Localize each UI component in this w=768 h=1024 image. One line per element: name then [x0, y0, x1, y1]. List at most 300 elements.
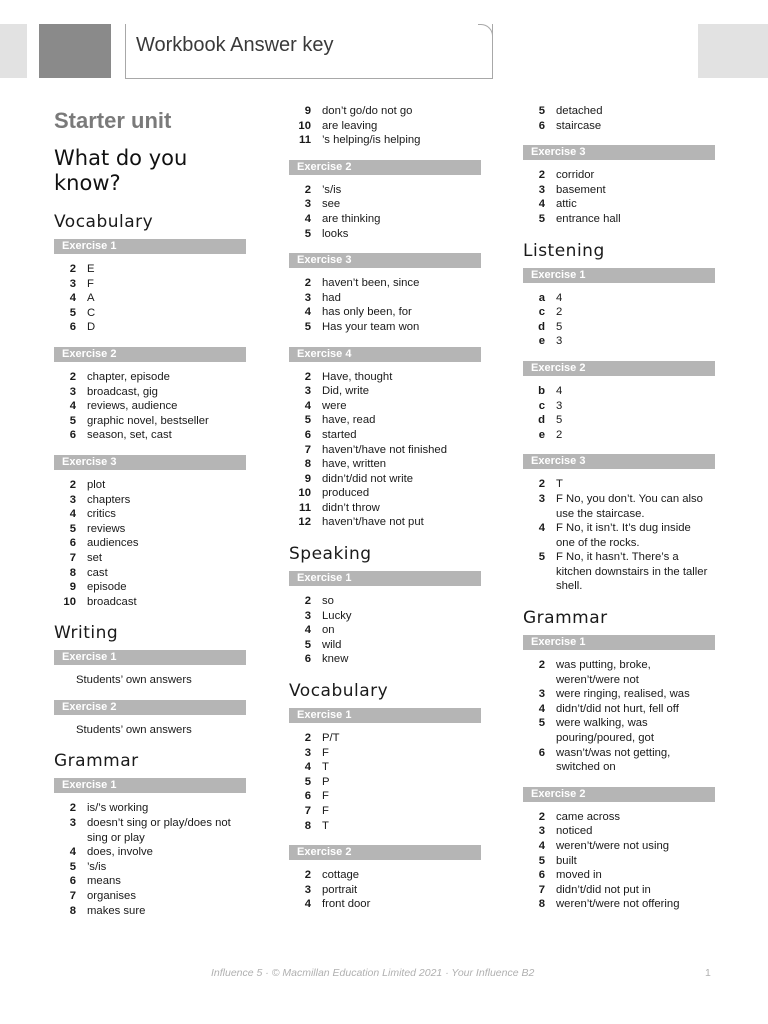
answer-row [523, 104, 715, 119]
answer-text: Lucky [322, 609, 352, 622]
answer-text: chapter, episode [87, 370, 170, 383]
answer-text: graphic novel, bestseller [87, 414, 209, 427]
answer-row [289, 746, 481, 761]
exercise-label: Exercise 2 [289, 160, 481, 175]
answer-number: 2 [538, 659, 545, 672]
answer-number: 4 [69, 508, 76, 521]
answer-row [54, 831, 246, 846]
section-heading: Vocabulary [54, 212, 154, 232]
answer-row [54, 551, 246, 566]
section-heading: Grammar [54, 751, 139, 772]
answer-number: 3 [69, 277, 76, 290]
answer-number: 7 [538, 883, 545, 896]
answer-number: 6 [538, 746, 545, 759]
answer-row [523, 716, 715, 731]
answer-row [54, 291, 246, 306]
answer-text: attic [556, 198, 577, 211]
answer-number: 5 [538, 212, 545, 225]
answer-row [54, 414, 246, 429]
answer-text: P [322, 775, 330, 788]
answer-row [54, 507, 246, 522]
section-heading: Grammar [523, 608, 608, 629]
answer-number: 4 [69, 292, 76, 305]
answer-text: F No, it isn’t. It’s dug inside [556, 522, 691, 535]
answer-row [289, 760, 481, 775]
answer-row [54, 536, 246, 551]
answer-row [523, 305, 715, 320]
answer-number: 4 [304, 212, 311, 225]
answer-text: haven’t/have not put [322, 516, 424, 529]
answer-text: critics [87, 508, 116, 521]
answer-number: 6 [69, 537, 76, 550]
answer-number: 5 [304, 775, 311, 788]
answer-row [523, 492, 715, 507]
answer-number: 9 [304, 472, 311, 485]
answer-text: T [322, 819, 329, 832]
answer-number: 11 [299, 134, 311, 147]
exercise-section [289, 104, 481, 148]
exercise-label: Exercise 4 [289, 347, 481, 362]
answer-text: are thinking [322, 212, 381, 225]
exercise-label: Exercise 1 [289, 708, 481, 723]
answer-number: 2 [304, 595, 311, 608]
answer-number: 3 [304, 291, 311, 304]
answer-text: basement [556, 183, 606, 196]
answer-number: 2 [69, 802, 76, 815]
answer-text: kitchen downstairs in the taller [556, 565, 708, 578]
answer-number: 2 [304, 370, 311, 383]
answer-number: 10 [298, 119, 311, 132]
answer-number: b [538, 384, 545, 397]
answer-row [523, 384, 715, 399]
header-title-box [125, 24, 493, 79]
answer-number [523, 507, 545, 522]
answer-number: 2 [304, 869, 311, 882]
answer-row [523, 507, 715, 522]
answer-text: staircase [556, 119, 602, 132]
answer-number: 5 [69, 414, 76, 427]
answer-text: organises [87, 890, 136, 903]
answer-number: 2 [304, 277, 311, 290]
exercise-section [54, 700, 246, 738]
answer-number: 5 [69, 860, 76, 873]
answer-text: makes sure [87, 904, 146, 917]
answer-row [523, 119, 715, 134]
answer-number: 3 [304, 609, 311, 622]
exercise-section [289, 571, 481, 667]
answer-text: built [556, 854, 577, 867]
answer-text: pouring/poured, got [556, 732, 654, 745]
answer-number: 3 [69, 817, 76, 830]
answer-text: F [87, 277, 94, 290]
answer-text: 4 [556, 291, 563, 304]
answer-text: ’s helping/is helping [322, 134, 421, 147]
answer-row [289, 804, 481, 819]
answer-text: F [322, 805, 329, 817]
answer-text: was putting, broke, [556, 659, 651, 672]
answer-number: 2 [304, 732, 311, 745]
exercise-label: Exercise 3 [523, 145, 715, 160]
answer-row [54, 845, 246, 860]
answer-number: 6 [69, 875, 76, 888]
answer-text: detached [556, 105, 603, 117]
answer-row [289, 104, 481, 119]
answer-row [523, 883, 715, 898]
exercise-section [289, 347, 481, 531]
answer-number: 4 [304, 898, 311, 911]
answer-row [289, 819, 481, 834]
answer-number: 8 [538, 898, 545, 911]
answer-row [289, 276, 481, 291]
answer-text: noticed [556, 825, 593, 838]
answer-text: 3 [556, 335, 563, 348]
answer-row [289, 594, 481, 609]
answer-text: audiences [87, 537, 139, 550]
answer-text: F [322, 790, 329, 803]
answer-text: wasn’t/was not getting, [556, 746, 671, 759]
answer-text: is/’s working [87, 802, 149, 815]
answer-text: broadcast [87, 595, 137, 608]
answer-number: 5 [304, 227, 311, 240]
answer-row [523, 746, 715, 761]
answer-row [523, 673, 715, 688]
answer-number [523, 536, 545, 551]
answer-row [289, 428, 481, 443]
answer-row [289, 399, 481, 414]
exercise-section [523, 145, 715, 226]
exercise-label: Exercise 2 [54, 347, 246, 362]
exercise-section [54, 239, 246, 335]
answer-row [523, 550, 715, 565]
answer-row [54, 801, 246, 816]
exercise-section [289, 708, 481, 833]
exercise-label: Exercise 3 [54, 455, 246, 470]
answer-text: didn’t throw [322, 501, 380, 514]
answer-row [523, 521, 715, 536]
answer-number: 6 [304, 428, 311, 441]
answer-row [289, 638, 481, 653]
answer-text: 4 [556, 384, 563, 397]
answer-number: 4 [69, 846, 76, 859]
answer-text: have, read [322, 414, 376, 427]
answer-text: came across [556, 810, 621, 823]
header-tab-left [0, 24, 27, 78]
answer-text: use the staircase. [556, 507, 645, 520]
header-tab-right [698, 24, 768, 78]
answer-number: 6 [538, 869, 545, 882]
answer-text: 2 [556, 306, 563, 319]
answer-text: cast [87, 566, 108, 579]
answer-number: 2 [69, 478, 76, 491]
answer-number: 5 [304, 638, 311, 651]
header-tab-dark [39, 24, 111, 78]
answer-number [54, 831, 76, 846]
answer-number: 6 [304, 653, 311, 666]
answer-row [523, 477, 715, 492]
answer-row [54, 816, 246, 831]
answer-text: Students’ own answers [76, 723, 192, 736]
answer-row [289, 883, 481, 898]
answer-row [289, 501, 481, 516]
answer-row [523, 428, 715, 443]
answer-number: 11 [299, 501, 311, 514]
answer-row [289, 789, 481, 804]
footer-credit: Influence 5 · © Macmillan Education Limited 2021 · Your Influence B2 [211, 967, 535, 979]
answer-text: C [87, 306, 96, 319]
answer-number: 9 [304, 105, 311, 117]
answer-text: are leaving [322, 119, 378, 132]
answer-row [289, 384, 481, 399]
answer-row [523, 687, 715, 702]
answer-number: 3 [304, 385, 311, 398]
answer-number: 4 [304, 399, 311, 412]
answer-text: 5 [556, 414, 563, 427]
answer-text: front door [322, 898, 371, 911]
answer-number: 7 [304, 805, 311, 817]
answer-text: 3 [556, 399, 563, 412]
answer-number: 4 [69, 400, 76, 413]
answer-number: e [538, 335, 545, 348]
answer-number: 5 [538, 551, 545, 564]
exercise-label: Exercise 1 [54, 239, 246, 254]
answer-row [289, 305, 481, 320]
answer-row [289, 227, 481, 242]
exercise-section [54, 455, 246, 609]
column-1 [54, 104, 246, 930]
answer-number: 5 [69, 306, 76, 319]
answer-row [523, 320, 715, 335]
answer-number: 3 [538, 183, 545, 196]
exercise-label: Exercise 3 [289, 253, 481, 268]
answer-row [289, 119, 481, 134]
answer-text: haven’t/have not finished [322, 443, 447, 456]
answer-number [523, 731, 545, 746]
answer-text: F No, it hasn’t. There’s a [556, 551, 679, 564]
exercise-section [523, 104, 715, 133]
answer-text: moved in [556, 869, 602, 882]
answer-number: 6 [69, 429, 76, 442]
answer-row [54, 478, 246, 493]
answer-row [289, 443, 481, 458]
answer-text: weren’t/were not using [556, 840, 670, 852]
answer-text: didn’t/did not write [322, 472, 414, 485]
answer-row [54, 306, 246, 321]
answer-text: produced [322, 487, 370, 500]
answer-number: 5 [69, 522, 76, 535]
answer-number [523, 760, 545, 775]
answer-number: 2 [69, 370, 76, 383]
exercise-label: Exercise 2 [289, 845, 481, 860]
answer-row [523, 702, 715, 717]
answer-row [54, 493, 246, 508]
answer-text: were walking, was [556, 717, 648, 730]
column-2 [289, 104, 481, 924]
answer-row [523, 168, 715, 183]
answer-text: reviews, audience [87, 400, 178, 413]
answer-row [289, 868, 481, 883]
answer-number [523, 673, 545, 688]
answer-row [523, 291, 715, 306]
answer-number: 2 [304, 183, 311, 196]
answer-row [523, 579, 715, 594]
answer-row [523, 183, 715, 198]
answer-row [523, 824, 715, 839]
answer-number: 2 [538, 810, 545, 823]
unit-subtitle-line: What do you [54, 146, 188, 170]
answer-text: switched on [556, 761, 616, 774]
answer-row [54, 904, 246, 919]
answer-text: have, written [322, 458, 387, 471]
answer-number: 3 [304, 746, 311, 759]
answer-row [289, 652, 481, 667]
answer-number: 4 [538, 522, 545, 535]
answer-text: reviews [87, 522, 126, 535]
answer-text: were [322, 399, 347, 412]
answer-row [289, 197, 481, 212]
answer-text: D [87, 321, 96, 334]
answer-row [289, 623, 481, 638]
answer-text: ’s/is [87, 860, 107, 873]
answer-row [54, 889, 246, 904]
answer-row [523, 334, 715, 349]
answer-text: F No, you don’t. You can also [556, 492, 703, 505]
answer-text: looks [322, 227, 349, 240]
exercise-label: Exercise 3 [523, 454, 715, 469]
answer-number: c [538, 399, 545, 412]
answer-text: cottage [322, 869, 360, 882]
answer-row [54, 320, 246, 335]
answer-text: 5 [556, 320, 563, 333]
answer-number: 5 [538, 105, 545, 117]
answer-text: means [87, 875, 121, 888]
answer-text: don’t go/do not go [322, 105, 413, 117]
answer-row [289, 731, 481, 746]
answer-number: 10 [298, 487, 311, 500]
answer-number: 4 [304, 761, 311, 774]
answer-number: 4 [538, 198, 545, 211]
answer-row [289, 457, 481, 472]
answer-row [289, 413, 481, 428]
answer-number: 2 [538, 169, 545, 182]
answer-row [523, 839, 715, 854]
answer-text: 2 [556, 428, 563, 441]
answer-number: 4 [304, 306, 311, 319]
answer-number: 6 [538, 119, 545, 132]
answer-row [523, 810, 715, 825]
exercise-label: Exercise 2 [523, 787, 715, 802]
answer-text: doesn’t sing or play/does not [87, 817, 231, 830]
answer-number: 8 [304, 458, 311, 471]
answer-text: has only been, for [322, 306, 412, 319]
answer-text: episode [87, 581, 127, 594]
exercise-section [523, 635, 715, 775]
exercise-label: Exercise 1 [523, 268, 715, 283]
answer-row [523, 399, 715, 414]
answer-text: Did, write [322, 385, 370, 398]
answer-number: 2 [538, 478, 545, 491]
answer-text: set [87, 551, 103, 564]
answer-text: so [322, 595, 334, 608]
answer-text: on [322, 624, 335, 637]
answer-row [523, 731, 715, 746]
answer-row [523, 897, 715, 912]
answer-text: entrance hall [556, 212, 621, 225]
column-1-sections [54, 212, 246, 918]
answer-text: season, set, cast [87, 429, 172, 442]
answer-number: 12 [298, 516, 311, 529]
answer-number: a [538, 291, 545, 304]
answer-row [54, 522, 246, 537]
section-heading: Vocabulary [289, 681, 389, 702]
answer-row [289, 212, 481, 227]
exercise-section [54, 650, 246, 688]
answer-text: weren’t/were not [556, 673, 639, 686]
answer-number: 8 [69, 904, 76, 917]
answer-text: Students’ own answers [76, 674, 192, 687]
answer-row [289, 320, 481, 335]
answer-number: c [538, 306, 545, 319]
unit-subtitle [54, 146, 246, 196]
answer-text: started [322, 428, 357, 441]
exercise-label: Exercise 1 [54, 650, 246, 665]
answer-text: A [87, 292, 95, 305]
answer-text: T [556, 478, 563, 491]
answer-number: 3 [538, 825, 545, 838]
answer-row [289, 486, 481, 501]
answer-row [523, 658, 715, 673]
answer-row [289, 183, 481, 198]
answer-text: knew [322, 653, 349, 666]
answer-row [54, 566, 246, 581]
answer-row [54, 428, 246, 443]
answer-row [54, 385, 246, 400]
answer-text: corridor [556, 169, 595, 182]
answer-text: shell. [556, 580, 583, 593]
answer-number: 4 [538, 702, 545, 715]
answer-number: 5 [304, 320, 311, 333]
exercise-section [289, 845, 481, 912]
answer-number: 3 [304, 198, 311, 211]
answer-row [523, 854, 715, 869]
answer-row [54, 262, 246, 277]
answer-row [54, 580, 246, 595]
section-heading: Speaking [289, 544, 372, 565]
answer-number: 3 [538, 492, 545, 505]
exercise-section [54, 778, 246, 918]
answer-row [289, 609, 481, 624]
answer-text: portrait [322, 883, 358, 896]
answer-number: 8 [69, 566, 76, 579]
exercise-section [523, 787, 715, 912]
exercise-section [523, 361, 715, 442]
answer-row [54, 595, 246, 610]
answer-row [523, 868, 715, 883]
answer-row [289, 370, 481, 385]
exercise-section [54, 347, 246, 443]
answer-text: haven’t been, since [322, 277, 420, 290]
answer-number: 3 [304, 883, 311, 896]
answer-text: didn’t/did not hurt, fell off [556, 702, 679, 715]
section-heading: Listening [523, 240, 605, 261]
column-2-sections [289, 104, 481, 912]
answer-number: 6 [69, 321, 76, 334]
answer-row [289, 775, 481, 790]
answer-number: 7 [69, 551, 76, 564]
answer-number: 3 [69, 385, 76, 398]
answer-text: Has your team won [322, 320, 420, 333]
answer-text: E [87, 263, 95, 275]
answer-text: sing or play [87, 831, 145, 844]
